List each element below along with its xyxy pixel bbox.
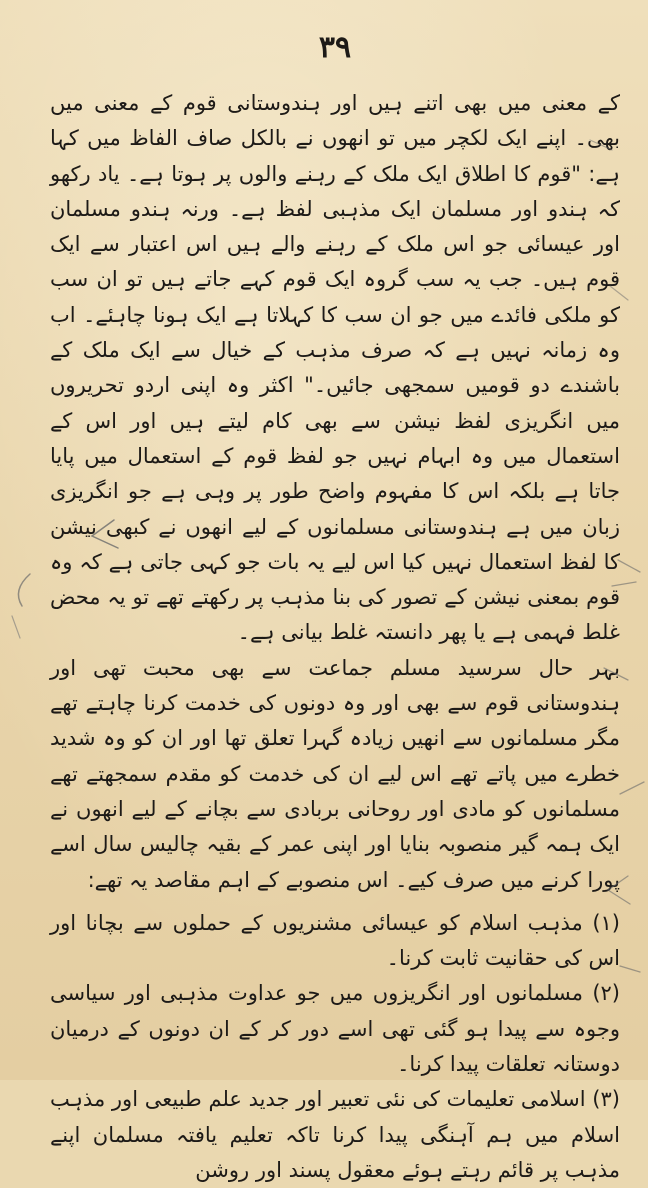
list-item-3: (۳) اسلامی تعلیمات کی نئی تعبیر اور جدید علم طبیعی اور مذہب اسلام میں ہم آہنگی پیدا کرنا تاکہ تعلیم یافتہ مسلمان اپنے مذہب پر قائم رہتے ہوئے معقول پسند اور روشن <box>50 1087 620 1182</box>
page-number: ۳۹ <box>318 30 352 65</box>
body-text <box>50 86 620 1188</box>
paragraph-1: کے معنی میں بھی اتنے ہیں اور ہندوستانی قوم کے معنی میں بھی۔ اپنے ایک لکچر میں تو انھوں نے بالکل صاف الفاظ میں کہا ہے: "قوم کا اطلاق ایک ملک کے رہنے والوں پر ہوتا ہے۔ یاد رکھو کہ ہندو اور مسلمان ایک مذہبی لفظ ہے۔ ورنہ ہندو مسلمان اور عیسائی جو اس ملک کے رہنے والے ہیں اس اعتبار سے ایک قوم ہیں۔ جب یہ سب گروہ ایک قوم کہے جاتے ہیں تو ان سب کو ملکی فائدے میں جو ان سب کا کہلاتا ہے ایک ہونا چاہئے۔ اب وہ زمانہ نہیں ہے کہ صرف مذہب کے خیال سے ایک ملک کے باشندے دو قومیں سمجھی جائیں۔" اکثر وہ اپنی اردو تحریروں میں انگریزی لفظ نیشن سے بھی کام لیتے ہیں اور اس کے استعمال میں وہ ابہام نہیں جو لفظ قوم کے استعمال میں پایا جاتا ہے بلکہ اس کا مفہوم واضح طور پر وہی ہے جو انگریزی زبان میں ہے ہندوستانی مسلمانوں کے لیے انھوں نے کبھی نیشن کا لفظ استعمال نہیں کیا اس لیے یہ بات جو کہی جاتی ہے کہ وہ قوم بمعنی نیشن کے تصور کی بنا مذہب پر رکھتے تھے تو یہ محض غلط فہمی ہے یا پھر دانستہ غلط بیانی ہے۔ <box>50 91 620 645</box>
list-item-1: (۱) مذہب اسلام کو عیسائی مشنریوں کے حملوں سے بچانا اور اس کی حقانیت ثابت کرنا۔ <box>50 910 620 971</box>
list-item-2: (۲) مسلمانوں اور انگریزوں میں جو عداوت مذہبی اور سیاسی وجوہ سے پیدا ہو گئی تھی اسے دور کر کے ان دونوں کے درمیان دوستانہ تعلقات پیدا کرنا۔ <box>50 981 620 1077</box>
spacer <box>50 898 620 906</box>
paragraph-2: بہر حال سرسید مسلم جماعت سے بھی محبت تھی اور ہندوستانی قوم سے بھی اور وہ دونوں کی خدمت کرنا چاہتے تھے مگر مسلمانوں سے انھیں زیادہ گہرا تعلق تھا اور ان کو وہ شدید خطرے میں پاتے تھے اس لیے ان کی خدمت کو مقدم سمجھتے تھے مسلمانوں کو مادی اور روحانی بربادی سے بچانے کے لیے انھوں نے ایک ہمہ گیر منصوبہ بنایا اور اپنی عمر کے بقیہ چالیس سال اسے پورا کرنے میں صرف کیے۔ اس منصوبے کے اہم مقاصد یہ تھے: <box>50 655 620 892</box>
